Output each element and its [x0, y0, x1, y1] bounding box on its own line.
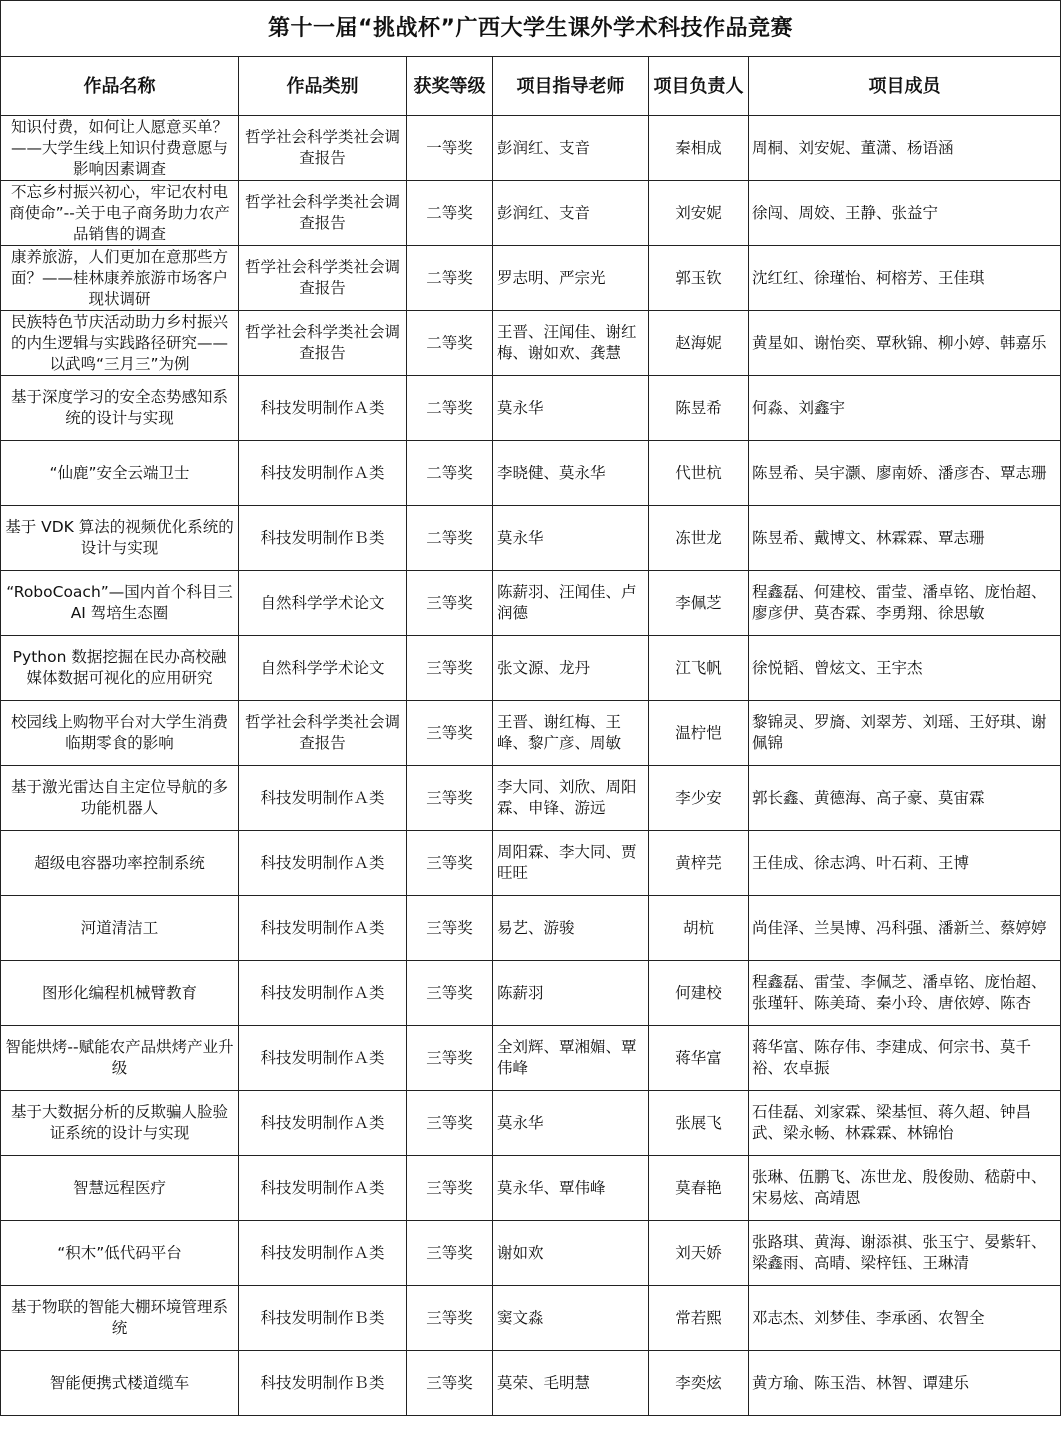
cell-award: 一等奖: [407, 116, 493, 181]
cell-category: 科技发明制作Ａ类: [239, 1156, 407, 1221]
table-row: [1, 311, 1061, 376]
cell-leader: 李少安: [649, 766, 749, 831]
cell-name: 基于激光雷达自主定位导航的多功能机器人: [1, 766, 239, 831]
cell-award: 二等奖: [407, 441, 493, 506]
cell-leader: 江飞帆: [649, 636, 749, 701]
cell-teacher: 张文源、龙丹: [493, 636, 649, 701]
cell-name: 基于 VDK 算法的视频优化系统的设计与实现: [1, 506, 239, 571]
header-members: 项目成员: [749, 57, 1061, 116]
cell-category: 哲学社会科学类社会调查报告: [239, 116, 407, 181]
cell-name: 智能便携式楼道缆车: [1, 1351, 239, 1416]
cell-category: 哲学社会科学类社会调查报告: [239, 311, 407, 376]
cell-teacher: 莫永华、覃伟峰: [493, 1156, 649, 1221]
cell-category: 科技发明制作Ａ类: [239, 766, 407, 831]
cell-name: 基于大数据分析的反欺骗人脸验证系统的设计与实现: [1, 1091, 239, 1156]
cell-members: 周桐、刘安妮、董潇、杨语涵: [749, 116, 1061, 181]
cell-members: 程鑫磊、雷莹、李佩芝、潘卓铭、庞怡超、张瑾轩、陈美琦、秦小玲、唐依婷、陈杏: [749, 961, 1061, 1026]
header-award: 获奖等级: [407, 57, 493, 116]
cell-members: 蒋华富、陈存伟、李建成、何宗书、莫千裕、农卓振: [749, 1026, 1061, 1091]
cell-members: 程鑫磊、何建校、雷莹、潘卓铭、庞怡超、廖彦伊、莫杏霖、李勇翔、徐思敏: [749, 571, 1061, 636]
cell-award: 三等奖: [407, 1351, 493, 1416]
cell-teacher: 彭润红、支音: [493, 116, 649, 181]
cell-leader: 秦相成: [649, 116, 749, 181]
header-leader: 项目负责人: [649, 57, 749, 116]
cell-name: 民族特色节庆活动助力乡村振兴的内生逻辑与实践路径研究——以武鸣“三月三”为例: [1, 311, 239, 376]
cell-members: 何淼、刘鑫宇: [749, 376, 1061, 441]
cell-members: 沈红红、徐瑾怡、柯榕芳、王佳琪: [749, 246, 1061, 311]
cell-members: 王佳成、徐志鸿、叶石莉、王博: [749, 831, 1061, 896]
table-row: [1, 1156, 1061, 1221]
cell-teacher: 李大同、刘欣、周阳霖、申锋、游远: [493, 766, 649, 831]
cell-award: 三等奖: [407, 1286, 493, 1351]
cell-teacher: 易艺、游骏: [493, 896, 649, 961]
cell-award: 三等奖: [407, 766, 493, 831]
table-row: [1, 701, 1061, 766]
cell-teacher: 谢如欢: [493, 1221, 649, 1286]
cell-award: 三等奖: [407, 701, 493, 766]
cell-leader: 代世杭: [649, 441, 749, 506]
cell-name: 智慧远程医疗: [1, 1156, 239, 1221]
table-row: [1, 1351, 1061, 1416]
cell-name: 河道清洁工: [1, 896, 239, 961]
table-row: [1, 116, 1061, 181]
cell-teacher: 彭润红、支音: [493, 181, 649, 246]
cell-leader: 陈昱希: [649, 376, 749, 441]
table-row: [1, 571, 1061, 636]
cell-award: 三等奖: [407, 831, 493, 896]
cell-teacher: 陈薪羽、汪闻佳、卢润德: [493, 571, 649, 636]
header-teacher: 项目指导老师: [493, 57, 649, 116]
cell-teacher: 李晓健、莫永华: [493, 441, 649, 506]
cell-teacher: 莫永华: [493, 376, 649, 441]
cell-members: 石佳磊、刘家霖、梁基恒、蒋久超、钟昌武、梁永畅、林霖霖、林锦怡: [749, 1091, 1061, 1156]
cell-members: 陈昱希、戴博文、林霖霖、覃志珊: [749, 506, 1061, 571]
cell-leader: 黄梓芫: [649, 831, 749, 896]
cell-name: 基于深度学习的安全态势感知系统的设计与实现: [1, 376, 239, 441]
cell-category: 科技发明制作Ａ类: [239, 441, 407, 506]
cell-members: 张琳、伍鹏飞、冻世龙、殷俊勋、嵇蔚中、宋易炫、高靖恩: [749, 1156, 1061, 1221]
cell-teacher: 莫永华: [493, 1091, 649, 1156]
cell-name: 校园线上购物平台对大学生消费临期零食的影响: [1, 701, 239, 766]
table-title: 第十一届“挑战杯”广西大学生课外学术科技作品竞赛: [1, 1, 1061, 57]
cell-category: 科技发明制作Ａ类: [239, 1026, 407, 1091]
cell-leader: 李佩芝: [649, 571, 749, 636]
table-row: [1, 441, 1061, 506]
cell-award: 二等奖: [407, 376, 493, 441]
cell-leader: 赵海妮: [649, 311, 749, 376]
cell-teacher: 周阳霖、李大同、贾旺旺: [493, 831, 649, 896]
cell-members: 邓志杰、刘梦佳、李承函、农智全: [749, 1286, 1061, 1351]
cell-category: 科技发明制作Ａ类: [239, 831, 407, 896]
cell-category: 哲学社会科学类社会调查报告: [239, 246, 407, 311]
cell-award: 三等奖: [407, 571, 493, 636]
cell-award: 三等奖: [407, 896, 493, 961]
cell-category: 科技发明制作Ａ类: [239, 896, 407, 961]
cell-members: 黄方瑜、陈玉浩、林智、谭建乐: [749, 1351, 1061, 1416]
cell-members: 黄星如、谢怡奕、覃秋锦、柳小婷、韩嘉乐: [749, 311, 1061, 376]
cell-leader: 常若熙: [649, 1286, 749, 1351]
cell-leader: 蒋华富: [649, 1026, 749, 1091]
table-row: [1, 1091, 1061, 1156]
cell-award: 二等奖: [407, 506, 493, 571]
cell-award: 三等奖: [407, 1221, 493, 1286]
cell-name: 基于物联的智能大棚环境管理系统: [1, 1286, 239, 1351]
cell-name: 不忘乡村振兴初心，牢记农村电商使命”--关于电子商务助力农产品销售的调查: [1, 181, 239, 246]
cell-members: 徐闯、周姣、王静、张益宁: [749, 181, 1061, 246]
cell-teacher: 全刘辉、覃湘媚、覃伟峰: [493, 1026, 649, 1091]
cell-members: 徐悦韬、曾炫文、王宇杰: [749, 636, 1061, 701]
cell-teacher: 莫荣、毛明慧: [493, 1351, 649, 1416]
cell-award: 二等奖: [407, 246, 493, 311]
table-row: [1, 831, 1061, 896]
header-name: 作品名称: [1, 57, 239, 116]
cell-category: 科技发明制作Ｂ类: [239, 1351, 407, 1416]
cell-teacher: 王晋、谢红梅、王峰、黎广彦、周敏: [493, 701, 649, 766]
cell-award: 三等奖: [407, 1026, 493, 1091]
cell-name: 图形化编程机械臂教育: [1, 961, 239, 1026]
cell-award: 三等奖: [407, 961, 493, 1026]
table-row: [1, 246, 1061, 311]
cell-category: 科技发明制作Ａ类: [239, 961, 407, 1026]
cell-category: 科技发明制作Ａ类: [239, 1221, 407, 1286]
cell-teacher: 陈薪羽: [493, 961, 649, 1026]
table-row: [1, 506, 1061, 571]
cell-category: 科技发明制作Ａ类: [239, 376, 407, 441]
cell-category: 自然科学学术论文: [239, 636, 407, 701]
cell-members: 尚佳泽、兰昊博、冯科强、潘新兰、蔡婷婷: [749, 896, 1061, 961]
cell-category: 科技发明制作Ｂ类: [239, 506, 407, 571]
cell-leader: 李奕炫: [649, 1351, 749, 1416]
header-category: 作品类别: [239, 57, 407, 116]
cell-name: “仙鹿”安全云端卫士: [1, 441, 239, 506]
table-row: [1, 181, 1061, 246]
cell-award: 二等奖: [407, 181, 493, 246]
cell-category: 科技发明制作Ｂ类: [239, 1286, 407, 1351]
cell-name: 康养旅游，人们更加在意那些方面？——桂林康养旅游市场客户现状调研: [1, 246, 239, 311]
table-row: [1, 1286, 1061, 1351]
cell-leader: 何建校: [649, 961, 749, 1026]
table-row: [1, 636, 1061, 701]
header-row: [1, 57, 1061, 116]
table-row: [1, 1221, 1061, 1286]
cell-name: 超级电容器功率控制系统: [1, 831, 239, 896]
cell-teacher: 莫永华: [493, 506, 649, 571]
cell-leader: 张展飞: [649, 1091, 749, 1156]
cell-award: 三等奖: [407, 1091, 493, 1156]
cell-category: 科技发明制作Ａ类: [239, 1091, 407, 1156]
cell-teacher: 窦文淼: [493, 1286, 649, 1351]
cell-category: 自然科学学术论文: [239, 571, 407, 636]
cell-name: “RoboCoach”—国内首个科目三 AI 驾培生态圈: [1, 571, 239, 636]
cell-name: 知识付费，如何让人愿意买单？——大学生线上知识付费意愿与影响因素调查: [1, 116, 239, 181]
cell-award: 三等奖: [407, 636, 493, 701]
cell-name: “积木”低代码平台: [1, 1221, 239, 1286]
cell-leader: 刘安妮: [649, 181, 749, 246]
cell-leader: 温柠恺: [649, 701, 749, 766]
cell-teacher: 罗志明、严宗光: [493, 246, 649, 311]
cell-leader: 莫春艳: [649, 1156, 749, 1221]
cell-name: 智能烘烤--赋能农产品烘烤产业升级: [1, 1026, 239, 1091]
cell-members: 陈昱希、吴宇灏、廖南娇、潘彦杏、覃志珊: [749, 441, 1061, 506]
cell-leader: 郭玉钦: [649, 246, 749, 311]
cell-members: 郭长鑫、黄德海、高子豪、莫宙霖: [749, 766, 1061, 831]
cell-members: 黎锦灵、罗旖、刘翠芳、刘瑶、王妤琪、谢佩锦: [749, 701, 1061, 766]
cell-leader: 刘天娇: [649, 1221, 749, 1286]
table-row: [1, 1026, 1061, 1091]
cell-category: 哲学社会科学类社会调查报告: [239, 181, 407, 246]
cell-members: 张路琪、黄海、谢添祺、张玉宁、晏紫轩、梁鑫雨、高晴、梁梓钰、王琳清: [749, 1221, 1061, 1286]
cell-award: 三等奖: [407, 1156, 493, 1221]
cell-category: 哲学社会科学类社会调查报告: [239, 701, 407, 766]
table-row: [1, 766, 1061, 831]
cell-leader: 胡杭: [649, 896, 749, 961]
table-row: [1, 961, 1061, 1026]
table-row: [1, 896, 1061, 961]
table-row: [1, 376, 1061, 441]
cell-name: Python 数据挖掘在民办高校融媒体数据可视化的应用研究: [1, 636, 239, 701]
cell-teacher: 王晋、汪闻佳、谢红梅、谢如欢、龚慧: [493, 311, 649, 376]
cell-leader: 冻世龙: [649, 506, 749, 571]
cell-award: 二等奖: [407, 311, 493, 376]
